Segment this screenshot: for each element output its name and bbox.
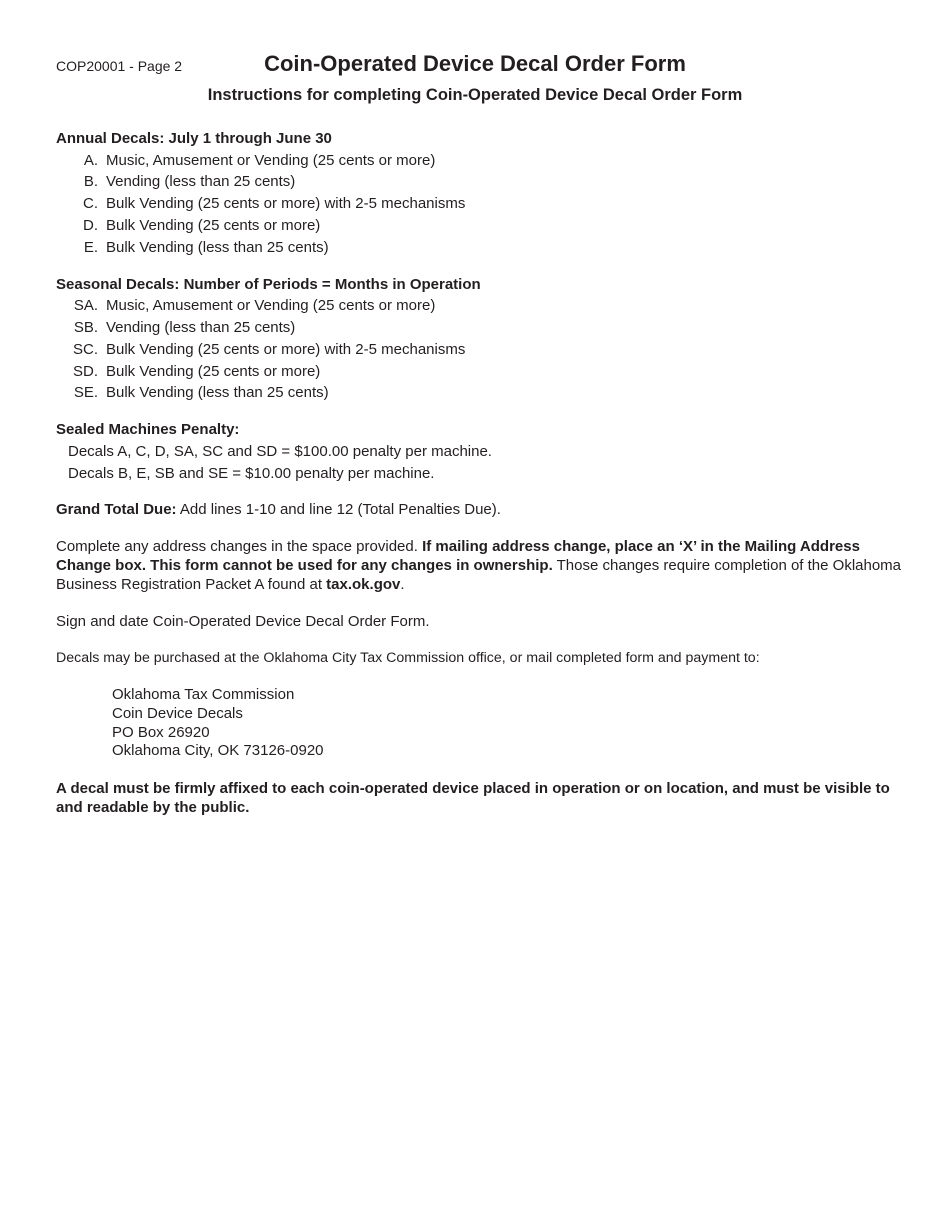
address-line: Oklahoma Tax Commission xyxy=(112,686,295,704)
list-marker: SB. xyxy=(73,319,98,337)
list-marker: E. xyxy=(83,238,98,256)
penalty-line-100: Decals A, C, D, SA, SC and SD = $100.00 penalty per machine. xyxy=(68,443,492,461)
list-item xyxy=(56,382,901,404)
form-id: COP20001 - Page 2 xyxy=(56,58,183,74)
list-item xyxy=(56,215,901,237)
address-change-text-2: Those changes require completion of the Oklahoma Business Registration Packet A found at xyxy=(56,557,902,594)
penalty-heading: Sealed Machines Penalty: xyxy=(56,421,240,439)
instructions-body xyxy=(56,128,901,817)
list-text: Bulk Vending (25 cents or more) xyxy=(106,216,321,234)
list-text: Bulk Vending (less than 25 cents) xyxy=(106,238,329,256)
list-marker: D. xyxy=(83,216,98,234)
list-text: Bulk Vending (25 cents or more) with 2-5 mechanisms xyxy=(106,195,466,213)
mailing-address xyxy=(56,686,901,761)
list-text: Music, Amusement or Vending (25 cents or more) xyxy=(106,297,436,315)
list-item xyxy=(56,339,901,361)
list-marker: SE. xyxy=(73,384,98,402)
page-subtitle: Instructions for completing Coin-Operated Device Decal Order Form xyxy=(207,86,743,104)
list-text: Bulk Vending (less than 25 cents) xyxy=(106,384,329,402)
list-text: Vending (less than 25 cents) xyxy=(106,173,296,191)
list-text: Music, Amusement or Vending (25 cents or more) xyxy=(106,151,436,169)
list-item xyxy=(56,237,901,259)
address-change-bold: If mailing address change, place an ‘X’ in the Mailing Address Change box. This form cannot be used for any changes in ownership. xyxy=(56,538,860,575)
penalty-line-10: Decals B, E, SB and SE = $10.00 penalty per machine. xyxy=(68,464,435,482)
seasonal-decals-heading: Seasonal Decals: Number of Periods = Months in Operation xyxy=(56,275,481,293)
sign-instruction: Sign and date Coin-Operated Device Decal Order Form. xyxy=(56,613,430,631)
list-item xyxy=(56,295,901,317)
list-marker: A. xyxy=(83,151,98,169)
address-line: Coin Device Decals xyxy=(112,704,243,722)
address-change-text-1: Complete any address changes in the space provided. xyxy=(56,538,423,556)
tax-website-link[interactable]: tax.ok.gov xyxy=(326,576,401,594)
address-change-text-3: . xyxy=(400,576,405,594)
list-item xyxy=(56,317,901,339)
list-marker: SC. xyxy=(72,340,98,358)
list-marker: SD. xyxy=(72,362,98,380)
address-line: Oklahoma City, OK 73126-0920 xyxy=(112,742,324,760)
grand-total-paragraph xyxy=(56,500,901,519)
list-item xyxy=(56,361,901,383)
list-item xyxy=(56,193,901,215)
list-text: Bulk Vending (25 cents or more) xyxy=(106,362,321,380)
list-marker: B. xyxy=(83,173,98,191)
page-title: Coin-Operated Device Decal Order Form xyxy=(264,51,686,76)
list-text: Vending (less than 25 cents) xyxy=(106,319,296,337)
decal-notice: A decal must be firmly affixed to each coin-operated device placed in operation or on location, and must be visible to and readable by the public. xyxy=(56,780,890,817)
annual-decals-list xyxy=(56,150,901,259)
address-line: PO Box 26920 xyxy=(112,723,210,741)
grand-total-label: Grand Total Due: xyxy=(56,501,177,519)
seasonal-decals-list xyxy=(56,295,901,404)
purchase-instruction: Decals may be purchased at the Oklahoma City Tax Commission office, or mail completed form and payment to: xyxy=(56,650,760,667)
grand-total-text: Add lines 1-10 and line 12 (Total Penalties Due). xyxy=(176,501,501,519)
list-text: Bulk Vending (25 cents or more) with 2-5 mechanisms xyxy=(106,340,466,358)
list-marker: C. xyxy=(83,195,98,213)
annual-decals-heading: Annual Decals: July 1 through June 30 xyxy=(56,130,332,147)
list-item xyxy=(56,150,901,172)
address-change-paragraph xyxy=(56,537,901,594)
list-marker: SA. xyxy=(73,297,98,315)
list-item xyxy=(56,171,901,193)
